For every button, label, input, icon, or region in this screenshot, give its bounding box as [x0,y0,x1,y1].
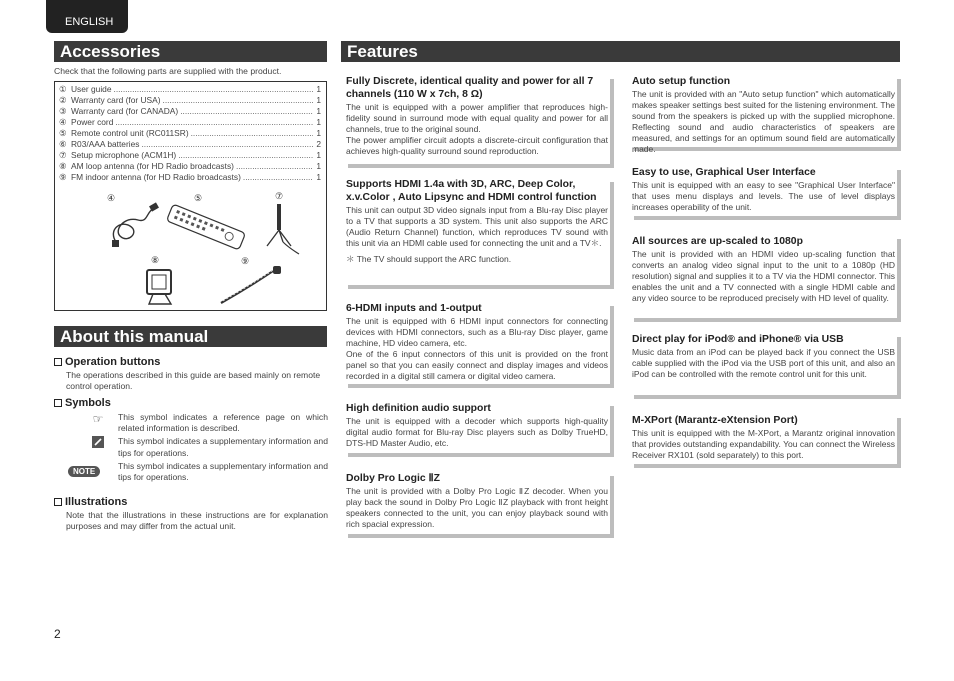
power-cord-icon [110,202,160,250]
list-item [59,95,321,106]
feature-body: This unit can output 3D video signals input from a Blu-ray Disc player to a TV that supports a 3D system. This unit also supports the ARC (Audio Return Channel) function, which reproduces TV sound with this unit via an HDMI cable used for connecting the unit and a TV＊. [346,205,608,249]
item-name: FM indoor antenna (for HD Radio broadcasts) [71,172,241,182]
symbols-list [73,412,328,483]
item-name: Warranty card (for USA) [71,95,161,105]
symbols-heading: Symbols [54,397,111,409]
feature-body: The unit is equipped with a decoder which supports high-quality digital audio format for Blu-ray Disc players such as Dolby TrueHD, DTS-HD Master Audio, etc. [346,416,608,449]
feature-body: This unit is equipped with an easy to see "Graphical User Interface" that uses menu displays and levels. The use of level displays increases operability of the unit. [632,180,895,213]
accessories-intro: Check that the following parts are supplied with the product. [54,66,282,76]
feature-body: The power amplifier circuit adopts a discrete-circuit configuration that achieves high-quality surround sound reproduction. [346,135,608,157]
list-item [59,128,321,139]
language-tab: ENGLISH [46,0,128,33]
feature-title: Auto setup function [632,76,731,87]
feature-title: 6-HDMI inputs and 1-output [346,303,482,314]
feature-body: The unit is provided with a Dolby Pro Logic ⅡZ decoder. When you play back the sound in Dolby Pro Logic ⅡZ playback with front height speakers connected to the unit, you can enjoy playback sound with rich spacial expression. [346,486,608,530]
item-name: Remote control unit (RC011SR) [71,128,189,138]
item-qty: 1 [316,106,321,116]
item-name: Power cord [71,117,114,127]
am-antenna-icon [143,268,177,306]
item-number: ⑦ [59,150,67,160]
item-qty: 1 [316,84,321,94]
about-title: About this manual [54,326,327,347]
feature-body: This unit is equipped with the M-XPort, a Marantz original innovation that provides outstanding expandability. You can connect the Wireless Receiver RX101 (sold separately) to this port. [632,428,895,461]
accessories-title: Accessories [54,41,327,62]
feature-card [630,75,897,155]
figure-label-power-cord: ④ [107,193,116,203]
feature-body: Music data from an iPod can be played back if you connect the USB cable supplied with the iPod via the USB port of this unit, and also an iPod can be controlled with the remote control unit for this unit. [632,347,895,380]
symbol-row [78,436,328,458]
item-number: ③ [59,106,67,116]
item-number: ⑤ [59,128,67,138]
list-item [59,150,321,161]
parts-list [59,84,321,183]
figure-label-am-antenna: ⑧ [151,255,160,265]
feature-body: The unit is equipped with a power amplifier that reproduces high-fidelity sound in surround mode with equal quality and power for all channels, true to the original sound. [346,102,608,135]
list-item [59,172,321,183]
item-qty: 1 [316,161,321,171]
illustrations-heading: Illustrations [54,496,127,508]
feature-body: The unit is provided with an "Auto setup function" which automatically makes speaker settings best suited for the listening environment. The sound from the speakers is picked up with the supplied microphone. Reflecting sound and audio characteristics of speakers are measured, and settings for an optimum sound field are automatically made. [632,89,895,155]
list-item [59,139,321,150]
feature-title: Fully Discrete, identical quality and power for all 7 channels (110 W x 7ch, 8 Ω) [346,76,594,100]
item-qty: 1 [316,150,321,160]
feature-body: The unit is equipped with 6 HDMI input connectors for connecting devices with HDMI connectors, such as a Blu-ray Disc player, game machine, HD video camera, etc. [346,316,608,349]
item-number: ① [59,84,67,94]
figure-label-microphone: ⑦ [275,191,284,201]
item-name: Warranty card (for CANADA) [71,106,179,116]
symbol-row [78,412,328,434]
symbol-text: This symbol indicates a supplementary information and tips for operations. [118,460,328,483]
remote-control-icon [163,204,249,250]
note-badge: NOTE [68,466,100,477]
fm-antenna-icon [215,265,287,307]
feature-title: Dolby Pro Logic ⅡZ [346,473,441,484]
item-number: ⑥ [59,139,67,149]
features-title: Features [341,41,900,62]
item-qty: 1 [316,117,321,127]
item-qty: 2 [316,139,321,149]
feature-card [630,166,897,216]
page-number: 2 [54,627,61,641]
item-number: ② [59,95,67,105]
feature-card [344,302,610,384]
feature-note: ＊ The TV should support the ARC function. [346,254,512,265]
item-qty: 1 [316,95,321,105]
item-number: ⑧ [59,161,67,171]
item-number: ⑨ [59,172,67,182]
feature-body: One of the 6 input connectors of this unit is provided on the front panel so that you can easily connect and display images and videos recorded in a digital still camera or digital video camera. [346,349,608,382]
operation-text: The operations described in this guide are based mainly on remote control operation. [66,370,321,392]
feature-card [344,178,610,285]
illustrations-text: Note that the illustrations in these instructions are for explanation purposes and may differ from the actual unit. [66,510,328,532]
figure-label-remote: ⑤ [194,193,203,203]
list-item [59,161,321,172]
list-item [59,106,321,117]
feature-title: All sources are up-scaled to 1080p [632,236,803,247]
reference-icon: ☞ [92,412,104,426]
feature-card [630,333,897,395]
feature-card [344,472,610,534]
feature-card [630,414,897,464]
feature-title: M-XPort (Marantz-eXtension Port) [632,415,798,426]
feature-card [630,235,897,318]
list-item [59,117,321,128]
figure-label-fm-antenna: ⑨ [241,256,250,266]
wrench-icon [78,436,118,458]
feature-body: The unit is provided with an HDMI video up-scaling function that converts an analog video signal input to the unit to a 1080p (HD resolution) signal and supplies it to a TV via the HDMI connector. This enables the unit and a TV connected with a single HDMI cable and any video source to be reproduced precisely with HD level of quality. [632,249,895,304]
feature-title: High definition audio support [346,403,491,414]
feature-card [344,75,610,164]
microphone-icon [263,202,303,257]
item-number: ④ [59,117,67,127]
item-qty: 1 [316,172,321,182]
feature-title: Easy to use, Graphical User Interface [632,167,816,178]
feature-card [344,402,610,453]
parts-box [54,81,327,311]
item-name: AM loop antenna (for HD Radio broadcasts) [71,161,234,171]
item-name: Setup microphone (ACM1H) [71,150,177,160]
item-name: User guide [71,84,112,94]
symbol-row [73,460,328,483]
symbol-text: This symbol indicates a supplementary information and tips for operations. [118,436,328,458]
item-qty: 1 [316,128,321,138]
list-item [59,84,321,95]
operation-heading: Operation buttons [54,356,160,368]
item-name: R03/AAA batteries [71,139,140,149]
feature-title: Supports HDMI 1.4a with 3D, ARC, Deep Color, x.v.Color , Auto Lipsync and HDMI control function [346,179,597,203]
symbol-text: This symbol indicates a reference page on which related information is described. [118,412,328,434]
feature-title: Direct play for iPod® and iPhone® via USB [632,334,844,345]
